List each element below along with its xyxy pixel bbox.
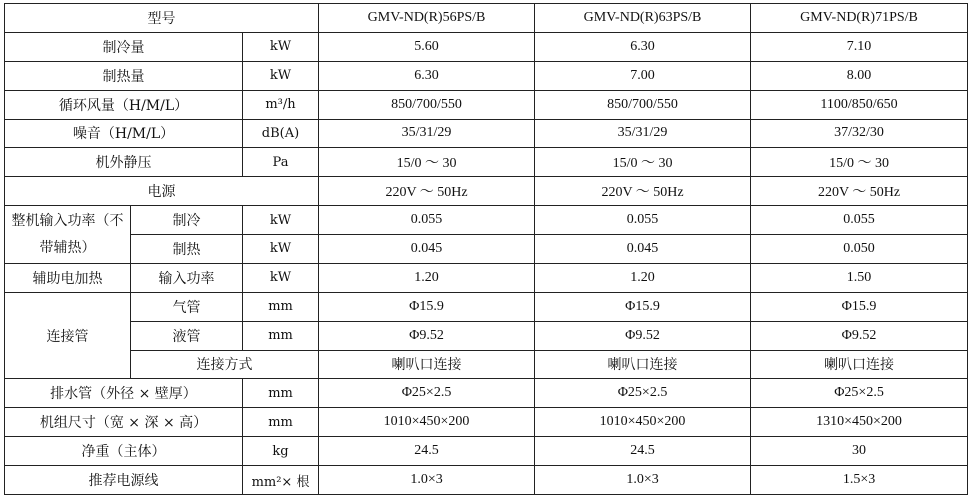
value-cell: 8.00 xyxy=(751,61,968,90)
value-cell: 0.045 xyxy=(319,235,535,264)
value-cell: Φ15.9 xyxy=(535,292,751,321)
table-row-heating-capacity xyxy=(5,61,968,90)
unit-cell: kg xyxy=(243,437,319,466)
sub-label: 制热 xyxy=(131,235,243,264)
value-cell: Φ9.52 xyxy=(535,321,751,350)
row-label: 电源 xyxy=(5,177,319,206)
unit-cell: kW xyxy=(243,263,319,292)
value-cell: 7.10 xyxy=(751,32,968,61)
row-label: 机外静压 xyxy=(5,148,243,177)
sub-label: 连接方式 xyxy=(131,350,319,379)
value-cell: Φ9.52 xyxy=(751,321,968,350)
value-cell: 喇叭口连接 xyxy=(751,350,968,379)
model-name: GMV-ND(R)63PS/B xyxy=(535,4,751,33)
unit-cell: mm xyxy=(243,321,319,350)
sub-label: 输入功率 xyxy=(131,263,243,292)
value-cell: 30 xyxy=(751,437,968,466)
value-cell: Φ25×2.5 xyxy=(319,379,535,408)
row-label: 整机输入功率（不带辅热） xyxy=(5,206,131,264)
value-cell: 15/0 ～ 30 xyxy=(751,148,968,177)
value-cell: 35/31/29 xyxy=(535,119,751,148)
value-cell: 1.20 xyxy=(535,263,751,292)
table-row-cooling-capacity xyxy=(5,32,968,61)
model-name: GMV-ND(R)71PS/B xyxy=(751,4,968,33)
table-row-gas-pipe xyxy=(5,292,968,321)
sub-label: 制冷 xyxy=(131,206,243,235)
model-header-label: 型号 xyxy=(5,4,319,33)
table-row-aux-heater xyxy=(5,263,968,292)
value-cell: Φ15.9 xyxy=(751,292,968,321)
value-cell: 0.045 xyxy=(535,235,751,264)
model-name: GMV-ND(R)56PS/B xyxy=(319,4,535,33)
value-cell: Φ25×2.5 xyxy=(535,379,751,408)
table-row-drain-pipe xyxy=(5,379,968,408)
row-label: 辅助电加热 xyxy=(5,263,131,292)
row-label: 连接管 xyxy=(5,292,131,379)
unit-cell: kW xyxy=(243,206,319,235)
value-cell: 1010×450×200 xyxy=(535,408,751,437)
value-cell: 6.30 xyxy=(319,61,535,90)
unit-cell: mm²× 根 xyxy=(243,466,319,495)
table-row-power-cable xyxy=(5,466,968,495)
unit-cell: m³/h xyxy=(243,90,319,119)
table-row-connection-method xyxy=(5,350,968,379)
value-cell: 35/31/29 xyxy=(319,119,535,148)
value-cell: 15/0 ～ 30 xyxy=(319,148,535,177)
value-cell: 850/700/550 xyxy=(319,90,535,119)
table-row-dimensions xyxy=(5,408,968,437)
value-cell: 0.055 xyxy=(751,206,968,235)
value-cell: 0.050 xyxy=(751,235,968,264)
value-cell: 220V ～ 50Hz xyxy=(319,177,535,206)
table-row-power-supply xyxy=(5,177,968,206)
value-cell: 37/32/30 xyxy=(751,119,968,148)
table-row-input-power-cooling xyxy=(5,206,968,235)
value-cell: 220V ～ 50Hz xyxy=(751,177,968,206)
unit-cell: Pa xyxy=(243,148,319,177)
row-label: 推荐电源线 xyxy=(5,466,243,495)
unit-cell: mm xyxy=(243,292,319,321)
table-row-net-weight xyxy=(5,437,968,466)
value-cell: 7.00 xyxy=(535,61,751,90)
table-row-noise xyxy=(5,119,968,148)
row-label: 制热量 xyxy=(5,61,243,90)
value-cell: 6.30 xyxy=(535,32,751,61)
row-label: 净重（主体） xyxy=(5,437,243,466)
value-cell: Φ9.52 xyxy=(319,321,535,350)
table-row-header xyxy=(5,4,968,33)
table-row-air-flow xyxy=(5,90,968,119)
value-cell: 850/700/550 xyxy=(535,90,751,119)
value-cell: 1.20 xyxy=(319,263,535,292)
value-cell: 0.055 xyxy=(319,206,535,235)
sub-label: 液管 xyxy=(131,321,243,350)
row-label: 噪音（H/M/L） xyxy=(5,119,243,148)
unit-cell: dB(A) xyxy=(243,119,319,148)
table-row-static-pressure xyxy=(5,148,968,177)
value-cell: 0.055 xyxy=(535,206,751,235)
unit-cell: kW xyxy=(243,61,319,90)
value-cell: 1310×450×200 xyxy=(751,408,968,437)
row-label: 排水管（外径 × 壁厚） xyxy=(5,379,243,408)
unit-cell: kW xyxy=(243,235,319,264)
row-label: 机组尺寸（宽 × 深 × 高） xyxy=(5,408,243,437)
value-cell: Φ25×2.5 xyxy=(751,379,968,408)
value-cell: 1100/850/650 xyxy=(751,90,968,119)
sub-label: 气管 xyxy=(131,292,243,321)
value-cell: 5.60 xyxy=(319,32,535,61)
table-row-input-power-heating xyxy=(5,235,968,264)
table-row-liquid-pipe xyxy=(5,321,968,350)
row-label: 循环风量（H/M/L） xyxy=(5,90,243,119)
value-cell: 1.0×3 xyxy=(319,466,535,495)
value-cell: 1.5×3 xyxy=(751,466,968,495)
unit-cell: mm xyxy=(243,408,319,437)
value-cell: 15/0 ～ 30 xyxy=(535,148,751,177)
value-cell: 1010×450×200 xyxy=(319,408,535,437)
unit-cell: kW xyxy=(243,32,319,61)
value-cell: Φ15.9 xyxy=(319,292,535,321)
value-cell: 喇叭口连接 xyxy=(319,350,535,379)
row-label: 制冷量 xyxy=(5,32,243,61)
value-cell: 1.0×3 xyxy=(535,466,751,495)
value-cell: 喇叭口连接 xyxy=(535,350,751,379)
unit-cell: mm xyxy=(243,379,319,408)
value-cell: 1.50 xyxy=(751,263,968,292)
spec-table xyxy=(4,3,968,495)
value-cell: 24.5 xyxy=(535,437,751,466)
value-cell: 24.5 xyxy=(319,437,535,466)
value-cell: 220V ～ 50Hz xyxy=(535,177,751,206)
